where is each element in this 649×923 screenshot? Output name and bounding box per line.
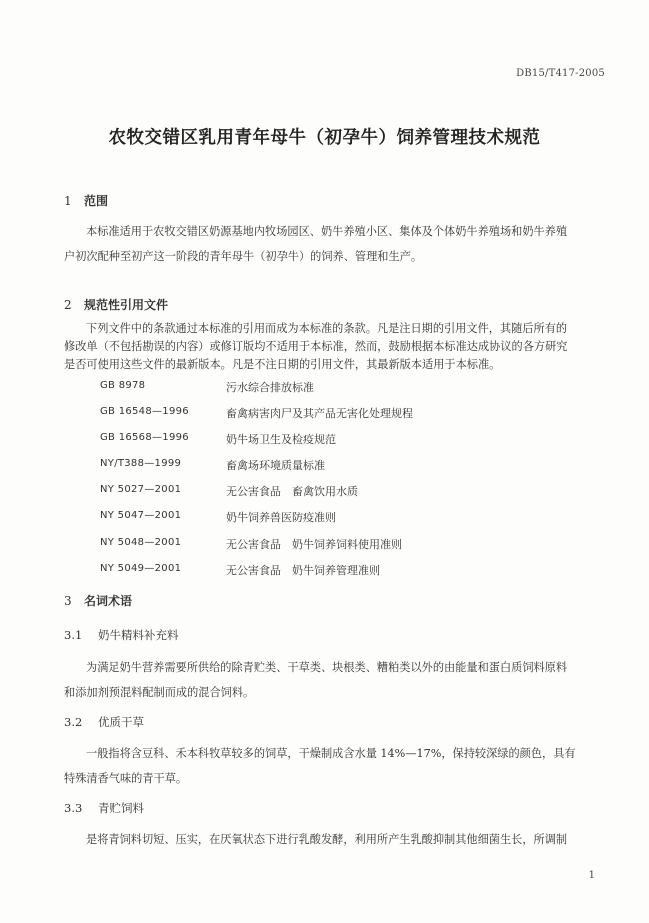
page-title: 农牧交错区乳用青年母牛（初孕牛）饲养管理技术规范 — [108, 128, 541, 148]
subsection-title: 青贮饲料 — [98, 801, 144, 815]
section-title: 规范性引用文件 — [84, 298, 169, 312]
paragraph-line: 为满足奶牛营养需要所供给的除青贮类、干草类、块根类、糟粕类以外的由能量和蛋白质饲料原料 — [86, 661, 568, 674]
reference-title: 奶牛场卫生及检疫规范 — [226, 433, 336, 446]
reference-code: GB 16568—1996 — [100, 432, 189, 443]
section-title: 范围 — [84, 194, 109, 208]
paragraph-line: 特殊清香气味的青干草。 — [64, 772, 188, 785]
reference-code: NY/T388—1999 — [100, 458, 182, 469]
section-number: 2 — [64, 298, 72, 312]
paragraph-line: 本标准适用于农牧交错区奶源基地内牧场园区、奶牛养殖小区、集体及个体奶牛养殖场和奶牛养殖 — [86, 225, 568, 238]
section-heading — [64, 592, 132, 609]
reference-code: NY 5027—2001 — [100, 484, 182, 495]
reference-title: 畜禽病害肉尸及其产品无害化处理规程 — [226, 407, 413, 420]
paragraph-line: 户初次配种至初产这一阶段的青年母牛（初孕牛）的饲养、管理和生产。 — [64, 250, 423, 263]
paragraph-line: 一般指将含豆科、禾本科牧草较多的饲草，干燥制成含水量 14%—17%，保持较深绿的颜色，具有 — [86, 747, 576, 760]
page-number: 1 — [588, 870, 595, 881]
reference-title: 无公害食品 奶牛饲养管理准则 — [226, 564, 380, 577]
paragraph-line: 是否可使用这些文件的最新版本。凡是不注日期的引用文件，其最新版本适用于本标准。 — [64, 358, 501, 371]
section-title: 名词术语 — [84, 594, 133, 608]
section-number: 1 — [64, 194, 72, 208]
reference-title: 无公害食品 奶牛饲养饲料使用准则 — [226, 538, 402, 551]
paragraph-line: 下列文件中的条款通过本标准的引用而成为本标准的条款。凡是注日期的引用文件，其随后所有的 — [86, 322, 568, 335]
subsection-title: 奶牛精料补充料 — [98, 628, 179, 642]
reference-code: GB 16548—1996 — [100, 406, 189, 417]
paragraph-line: 是将青饲料切短、压实，在厌氧状态下进行乳酸发酵，利用所产生乳酸抑制其他细菌生长，所调制 — [86, 833, 568, 846]
subsection-heading — [64, 627, 179, 643]
reference-code: NY 5048—2001 — [100, 537, 182, 548]
reference-code: NY 5047—2001 — [100, 510, 182, 521]
reference-code: GB 8978 — [100, 380, 146, 391]
reference-code: NY 5049—2001 — [100, 563, 182, 574]
section-number: 3 — [64, 594, 72, 608]
section-heading — [64, 296, 168, 313]
section-heading — [64, 192, 108, 209]
reference-title: 畜禽场环境质量标准 — [226, 459, 325, 472]
paragraph-line: 修改单（不包括勘误的内容）或修订版均不适用于本标准，然而，鼓励根据本标准达成协议的各方研究 — [64, 340, 568, 353]
subsection-heading — [64, 714, 144, 730]
subsection-title: 优质干草 — [98, 715, 144, 729]
reference-title: 污水综合排放标准 — [226, 381, 314, 394]
subsection-heading — [64, 800, 144, 816]
document-code: DB15/T417-2005 — [516, 68, 605, 79]
reference-title: 无公害食品 畜禽饮用水质 — [226, 485, 358, 498]
subsection-number: 3.2 — [64, 715, 83, 729]
reference-title: 奶牛饲养兽医防疫准则 — [226, 511, 336, 524]
subsection-number: 3.1 — [64, 628, 83, 642]
subsection-number: 3.3 — [64, 801, 83, 815]
paragraph-line: 和添加剂预混料配制而成的混合饲料。 — [64, 686, 255, 699]
